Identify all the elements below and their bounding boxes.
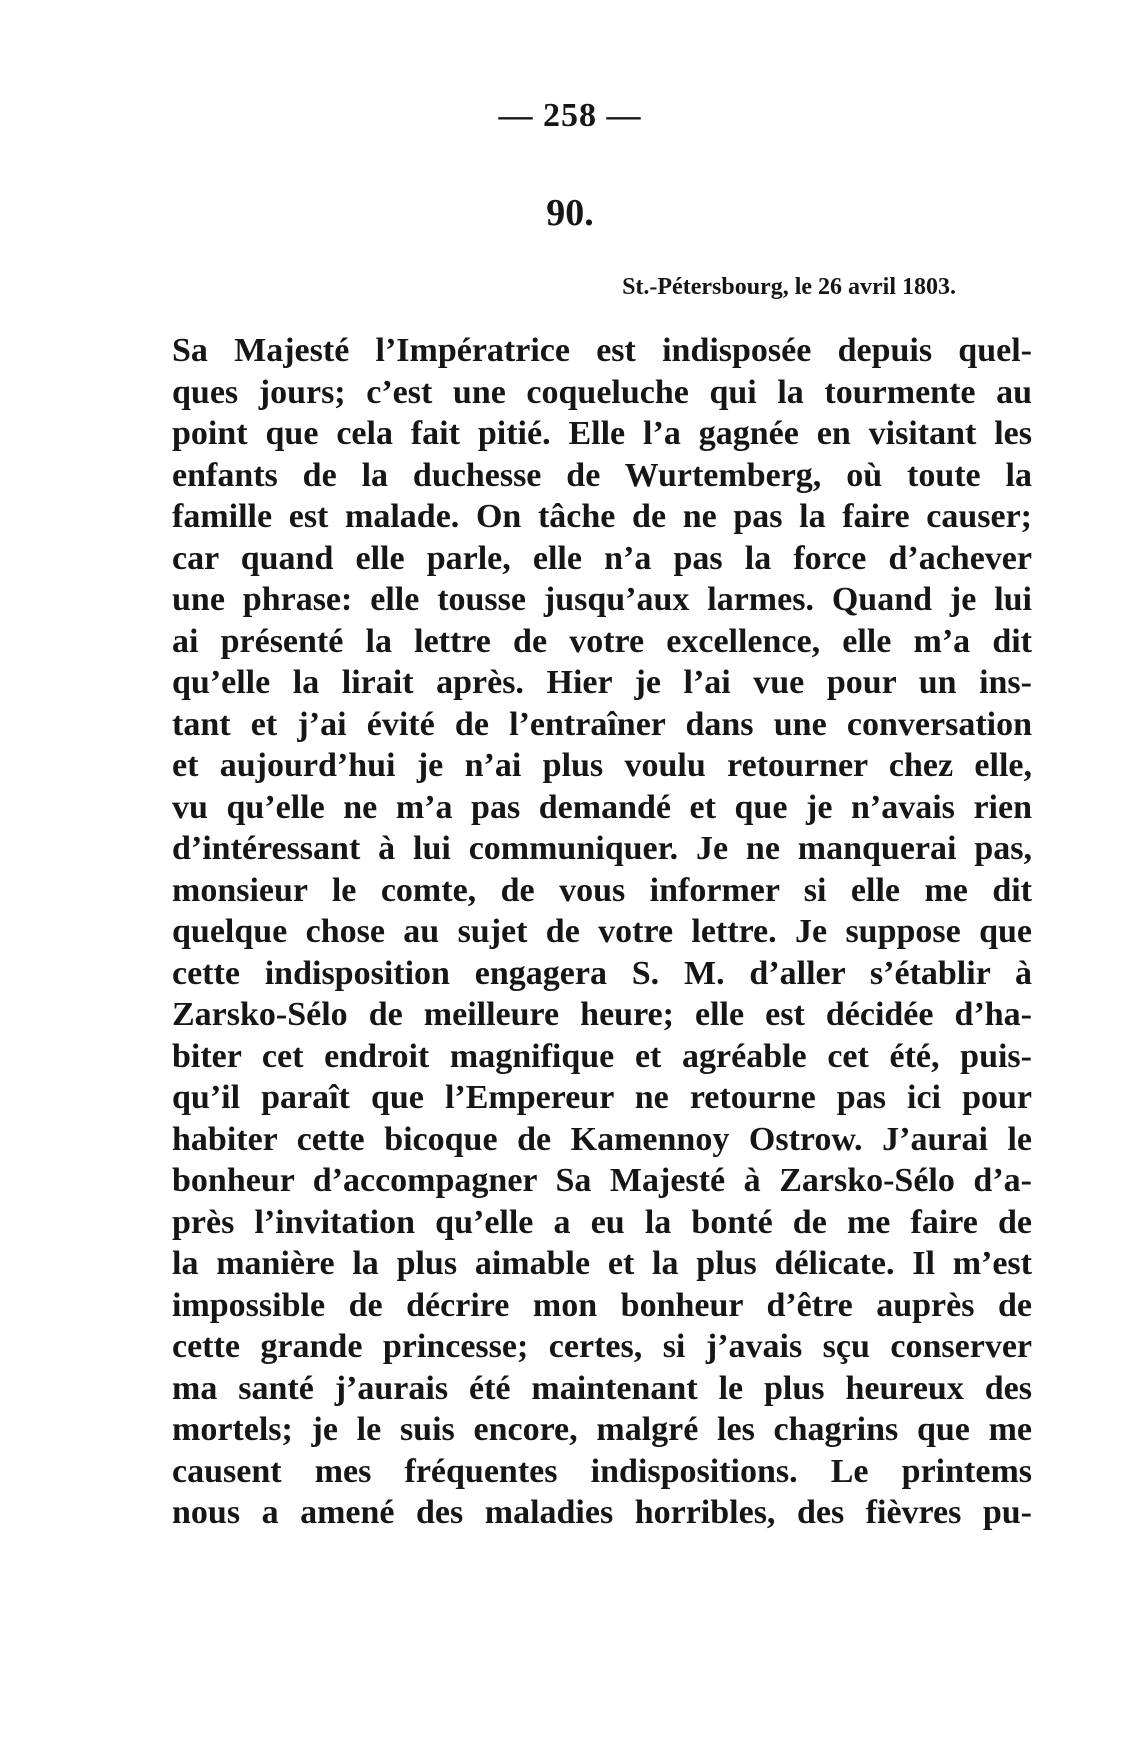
body-line: qu’il paraît que l’Empereur ne retourne pas ici pour [172, 1079, 1032, 1116]
body-line: vu qu’elle ne m’a pas demandé et que je n’avais rien [172, 788, 1032, 826]
body-line: près l’invitation qu’elle a eu la bonté de me faire de [172, 1203, 1032, 1241]
body-line: bonheur d’accompagner Sa Majesté à Zarsko-Sélo d’a- [172, 1162, 1032, 1199]
letter-body [172, 330, 1032, 1534]
body-line: ques jours; c’est une coqueluche qui la tourmente au [172, 373, 1032, 411]
body-line: ma santé j’aurais été maintenant le plus heureux des [172, 1369, 1032, 1407]
body-line: biter cet endroit magnifique et agréable cet été, puis- [172, 1037, 1032, 1075]
body-line: nous a amené des maladies horribles, des fièvres pu- [172, 1494, 1032, 1531]
body-line: monsieur le comte, de vous informer si elle me dit [172, 871, 1032, 909]
body-line: qu’elle la lirait après. Hier je l’ai vue pour un ins- [172, 664, 1032, 701]
body-line: causent mes fréquentes indispositions. Le printems [172, 1452, 1032, 1490]
body-line: tant et j’ai évité de l’entraîner dans une conversation [172, 705, 1032, 743]
body-line: famille est malade. On tâche de ne pas la faire causer; [172, 498, 1032, 535]
body-line: d’intéressant à lui communiquer. Je ne manquerai pas, [172, 830, 1032, 867]
body-line: habiter cette bicoque de Kamennoy Ostrow. J’aurai le [172, 1120, 1032, 1158]
body-line: quelque chose au sujet de votre lettre. Je suppose que [172, 913, 1032, 950]
body-line: point que cela fait pitié. Elle l’a gagnée en visitant les [172, 415, 1032, 452]
body-line: une phrase: elle tousse jusqu’aux larmes. Quand je lui [172, 581, 1032, 618]
body-line: cette indisposition engagera S. M. d’aller s’établir à [172, 954, 1032, 992]
dateline: St.-Pétersbourg, le 26 avril 1803. [622, 274, 956, 300]
body-line: et aujourd’hui je n’ai plus voulu retourner chez elle, [172, 747, 1032, 784]
body-line: ai présenté la lettre de votre excellence, elle m’a dit [172, 622, 1032, 660]
body-line: Zarsko-Sélo de meilleure heure; elle est décidée d’ha- [172, 996, 1032, 1033]
body-line: Sa Majesté l’Impératrice est indisposée depuis quel- [172, 332, 1032, 369]
body-line: la manière la plus aimable et la plus délicate. Il m’est [172, 1245, 1032, 1282]
body-line: cette grande princesse; certes, si j’avais sçu conserver [172, 1328, 1032, 1365]
body-line: impossible de décrire mon bonheur d’être auprès de [172, 1286, 1032, 1324]
page-number: — 258 — [498, 97, 642, 134]
body-line: enfants de la duchesse de Wurtemberg, où toute la [172, 456, 1032, 494]
body-line: mortels; je le suis encore, malgré les chagrins que me [172, 1411, 1032, 1448]
body-line: car quand elle parle, elle n’a pas la force d’achever [172, 539, 1032, 577]
letter-number: 90. [546, 192, 594, 234]
